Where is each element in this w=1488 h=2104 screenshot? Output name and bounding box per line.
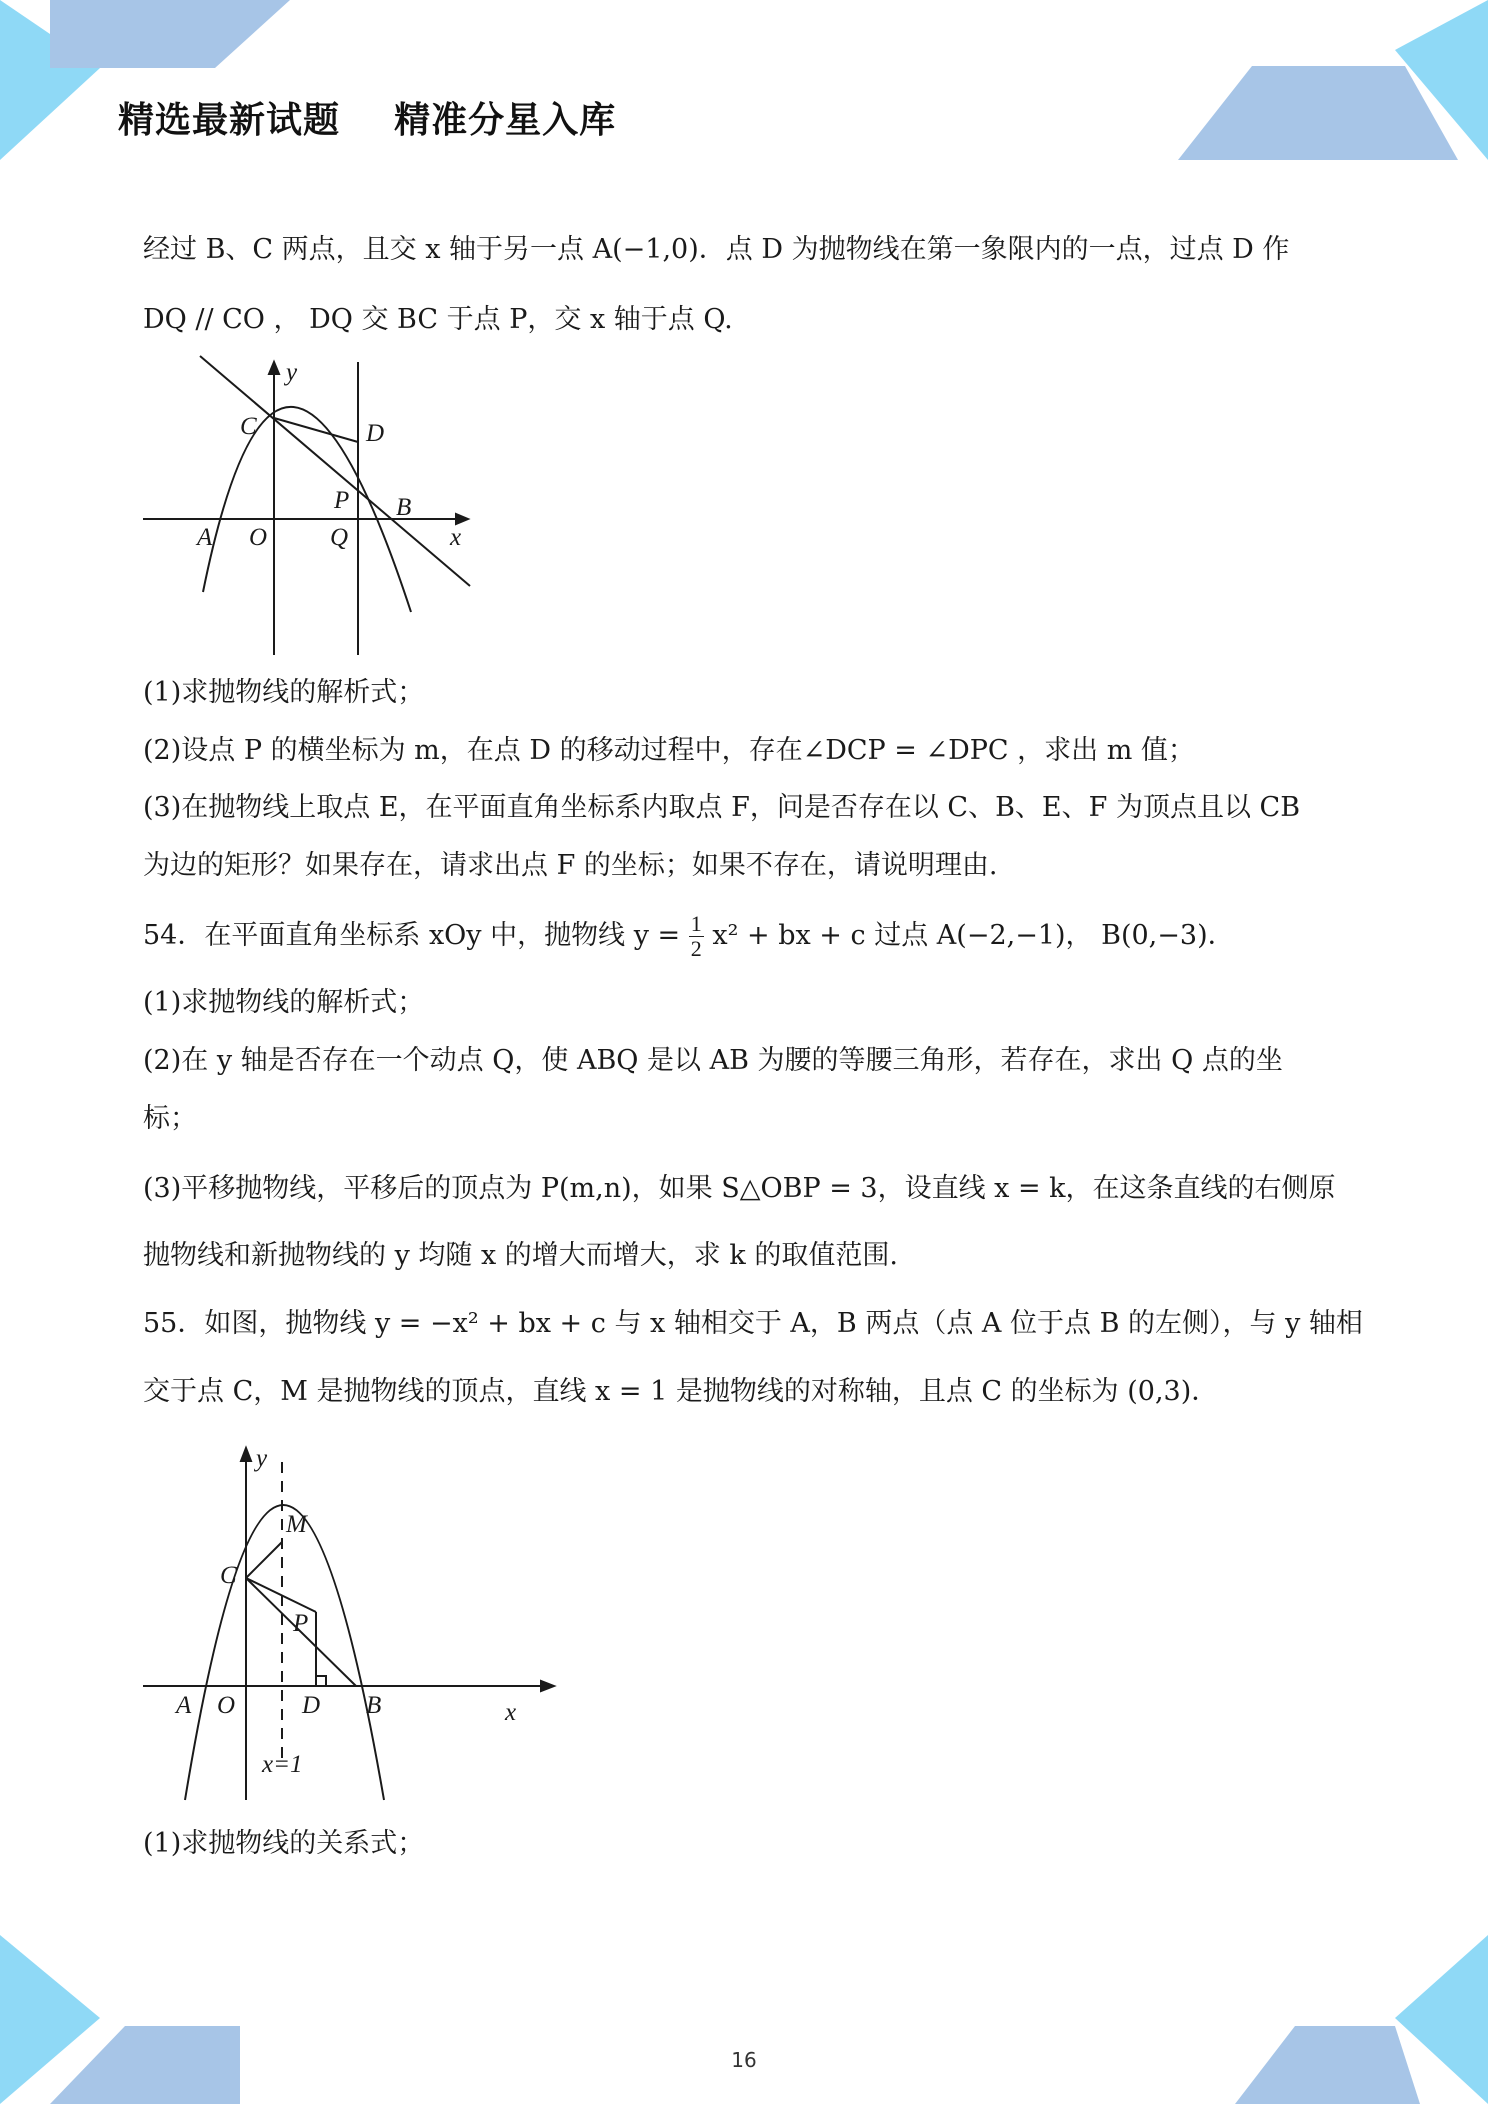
figure-problem53 — [140, 350, 480, 660]
label-x: x — [450, 524, 462, 551]
problem54-q2-line2: 标； — [143, 1103, 197, 1134]
label-P: P — [334, 487, 350, 514]
label-A: A — [176, 1692, 192, 1719]
header-title: 精选最新试题 精准分星入库 — [118, 100, 617, 141]
top-left-banner — [50, 0, 290, 68]
fraction-denominator: 2 — [690, 936, 702, 961]
label-B: B — [396, 494, 412, 521]
fraction-numerator: 1 — [690, 911, 702, 936]
page-number: 16 — [731, 2048, 757, 2072]
label-x: x — [505, 1699, 517, 1726]
segment-CM — [246, 1542, 282, 1578]
problem54-q1: (1)求抛物线的解析式； — [143, 987, 425, 1018]
label-B: B — [366, 1692, 382, 1719]
problem53-q3-line2: 为边的矩形？如果存在，请求出点 F 的坐标；如果不存在，请说明理由. — [143, 850, 998, 881]
problem53-line2: DQ // CO ， DQ 交 BC 于点 P，交 x 轴于点 Q. — [143, 304, 733, 335]
y-axis-arrow — [269, 362, 279, 374]
top-right-trapezoid — [1178, 66, 1458, 160]
label-O: O — [249, 524, 268, 551]
y-axis-arrow — [241, 1448, 251, 1461]
label-M: M — [286, 1511, 307, 1538]
problem54-stem — [143, 912, 1235, 961]
x-axis-arrow — [541, 1681, 554, 1691]
problem53-line1: 经过 B、C 两点，且交 x 轴于另一点 A(−1,0)．点 D 为抛物线在第一象限内的一点，过点 D 作 — [143, 234, 1290, 265]
problem53-q1: (1)求抛物线的解析式； — [143, 677, 425, 708]
problem54-stem-post: x² + bx + c 过点 A(−2,−1)， B(0,−3)． — [712, 920, 1235, 951]
label-C: C — [240, 413, 257, 440]
right-angle-mark — [316, 1676, 326, 1686]
label-D: D — [302, 1692, 321, 1719]
label-y: y — [286, 359, 298, 386]
problem54-stem-pre: 54．在平面直角坐标系 xOy 中，抛物线 y = — [143, 920, 681, 951]
line-BC — [200, 356, 470, 586]
x-axis-arrow — [456, 514, 468, 524]
problem55-line1: 55．如图，抛物线 y = −x² + bx + c 与 x 轴相交于 A，B 两点（点 A 位于点 B 的左侧），与 y 轴相 — [143, 1308, 1363, 1339]
problem54-q3-line1: (3)平移抛物线，平移后的顶点为 P(m,n)，如果 S△OBP = 3，设直线 x = k，在这条直线的右侧原 — [143, 1173, 1336, 1204]
problem54-q2-line1: (2)在 y 轴是否存在一个动点 Q，使 ABQ 是以 AB 为腰的等腰三角形，若存在，求出 Q 点的坐 — [143, 1045, 1283, 1076]
problem53-q2: (2)设点 P 的横坐标为 m，在点 D 的移动过程中，存在∠DCP = ∠DPC ，求出 m 值； — [143, 735, 1195, 766]
label-C: C — [220, 1562, 237, 1589]
label-axis-x-equals-1: x=1 — [262, 1751, 303, 1778]
problem55-line2: 交于点 C，M 是抛物线的顶点，直线 x = 1 是抛物线的对称轴，且点 C 的坐标为 (0,3)． — [143, 1376, 1219, 1407]
label-Q: Q — [330, 524, 349, 551]
label-y: y — [256, 1445, 268, 1472]
label-P: P — [293, 1610, 309, 1637]
label-D: D — [366, 420, 385, 447]
problem54-q3-line2: 抛物线和新抛物线的 y 均随 x 的增大而增大，求 k 的取值范围. — [143, 1240, 898, 1271]
label-O: O — [217, 1692, 236, 1719]
problem55-q1: (1)求抛物线的关系式； — [143, 1828, 425, 1859]
problem53-q3-line1: (3)在抛物线上取点 E，在平面直角坐标系内取点 F，问是否存在以 C、B、E、F 为顶点且以 CB — [143, 792, 1301, 823]
label-A: A — [197, 524, 213, 551]
fraction-one-half — [689, 912, 704, 961]
figure-problem55 — [135, 1440, 565, 1810]
